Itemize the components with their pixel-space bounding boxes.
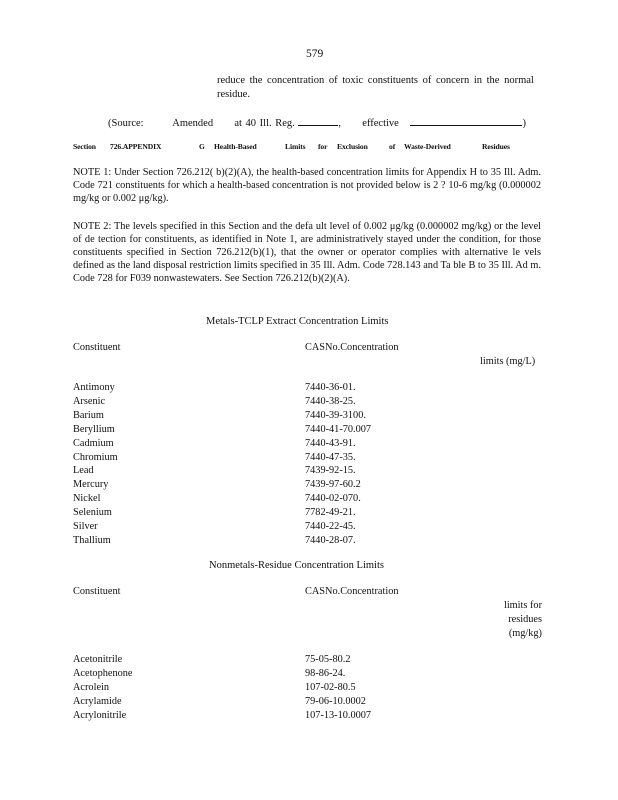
- nonmetals-row-constituent-name: Acetonitrile: [73, 654, 123, 665]
- metals-row-constituent-name: Barium: [73, 409, 104, 421]
- heading-of: of: [389, 142, 396, 151]
- metals-row-cas-concentration: 7440-38-25.: [305, 395, 356, 407]
- appendix-letter: G: [199, 142, 205, 151]
- nonmetals-col-constituent: Constituent: [73, 586, 121, 597]
- metals-row-constituent-name: Silver: [73, 521, 98, 532]
- register-blank: [298, 115, 338, 126]
- heading-limits: Limits: [285, 142, 306, 151]
- metals-row-cas-concentration: 7440-02-070.: [305, 493, 361, 505]
- heading-health: Health-Based: [214, 142, 257, 151]
- note-1: NOTE 1: Under Section 726.212( b)(2)(A), the health-based concentration limits for Appendix H to 35 Ill. Adm. Code 721 constituents for which a health-based concentration is not provided below is 2 ? 10-6 mg/kg (0.000002 mg/kg or 0.002 μg/kg).: [73, 167, 541, 204]
- nonmetals-row-cas-concentration: 98-86-24.: [305, 667, 346, 679]
- amended-label: Amended: [172, 118, 214, 129]
- effective-blank: [410, 115, 522, 126]
- metals-row-constituent-name: Beryllium: [73, 423, 115, 435]
- metals-row-constituent-name: Antimony: [73, 382, 115, 393]
- nonmetals-row-constituent-name: Acetophenone: [73, 667, 133, 679]
- source-comma: ,: [338, 118, 342, 129]
- metals-row-cas-concentration: 7782-49-21.: [305, 507, 356, 519]
- heading-for: for: [318, 142, 328, 151]
- metals-row-cas-concentration: 7440-47-35.: [305, 451, 356, 463]
- metals-row-constituent-name: Selenium: [73, 507, 112, 519]
- nonmetals-col-limits-line1: limits for: [503, 600, 542, 611]
- metals-row-constituent-name: Mercury: [73, 479, 109, 491]
- metals-table-title: Metals-TCLP Extract Concentration Limits: [206, 316, 389, 327]
- metals-row-cas-concentration: 7440-43-91.: [305, 437, 356, 449]
- nonmetals-row-cas-concentration: 75-05-80.2: [305, 654, 351, 665]
- heading-waste: Waste-Derived: [404, 142, 451, 151]
- metals-row-constituent-name: Cadmium: [73, 437, 114, 449]
- register-label: at 40 Ill. Reg.: [234, 118, 295, 129]
- nonmetals-table-title: Nonmetals-Residue Concentration Limits: [209, 560, 384, 571]
- metals-row-constituent-name: Nickel: [73, 493, 101, 505]
- page-number: 579: [306, 48, 324, 60]
- source-label: (Source:: [108, 118, 144, 129]
- metals-row-cas-concentration: 7439-92-15.: [305, 465, 356, 477]
- metals-col-constituent: Constituent: [73, 342, 121, 353]
- nonmetals-row-cas-concentration: 107-02-80.5: [305, 681, 356, 693]
- metals-col-limits: limits (mg/L): [480, 356, 536, 367]
- metals-row-constituent-name: Lead: [73, 465, 94, 477]
- effective-label: effective: [362, 118, 399, 129]
- metals-row-constituent-name: Thallium: [73, 534, 111, 546]
- note-2: NOTE 2: The levels specified in this Section and the defa ult level of 0.002 μg/kg (0.000002 mg/kg) or the level of de tection for constituents, as identified in Note 1, are administratively stayed under the condition, for those constituents specified in Section 726.212(b)(1), that the owner or operator complies with alternative le vels defined as the land disposal restriction limits specified in 35 Ill. Adm. Code 728.143 and Ta ble B to 35 Ill. Ad m. Code 728 for F039 nonwastewaters. See Section 726.212(b)(2)(A).: [73, 221, 541, 284]
- nonmetals-row-constituent-name: Acrylonitrile: [73, 709, 127, 721]
- nonmetals-col-limits-line2: residues: [508, 614, 542, 625]
- nonmetals-col-cas: CASNo.Concentration: [305, 586, 399, 597]
- metals-col-cas: CASNo.Concentration: [305, 342, 399, 353]
- appendix-label: 726.APPENDIX: [110, 142, 162, 151]
- intro-continuation: reduce the concentration of toxic constituents of concern in the normal residue.: [217, 75, 534, 100]
- metals-row-cas-concentration: 7440-36-01.: [305, 382, 356, 393]
- nonmetals-row-constituent-name: Acrylamide: [73, 695, 122, 707]
- metals-row-cas-concentration: 7440-22-45.: [305, 521, 356, 532]
- metals-row-constituent-name: Arsenic: [73, 395, 106, 407]
- nonmetals-row-cas-concentration: 79-06-10.0002: [305, 695, 366, 707]
- metals-row-cas-concentration: 7439-97-60.2: [305, 479, 361, 491]
- nonmetals-row-constituent-name: Acrolein: [73, 681, 110, 693]
- heading-exclusion: Exclusion: [337, 142, 368, 151]
- nonmetals-col-limits-line3: (mg/kg): [508, 628, 542, 639]
- metals-row-cas-concentration: 7440-39-3100.: [305, 409, 366, 421]
- heading-residues: Residues: [482, 142, 510, 151]
- source-note: [108, 115, 526, 129]
- metals-row-cas-concentration: 7440-28-07.: [305, 534, 356, 546]
- source-close: ): [522, 118, 526, 129]
- section-word: Section: [73, 142, 96, 151]
- metals-row-constituent-name: Chromium: [73, 451, 118, 463]
- metals-row-cas-concentration: 7440-41-70.007: [305, 423, 372, 435]
- nonmetals-row-cas-concentration: 107-13-10.0007: [305, 709, 372, 721]
